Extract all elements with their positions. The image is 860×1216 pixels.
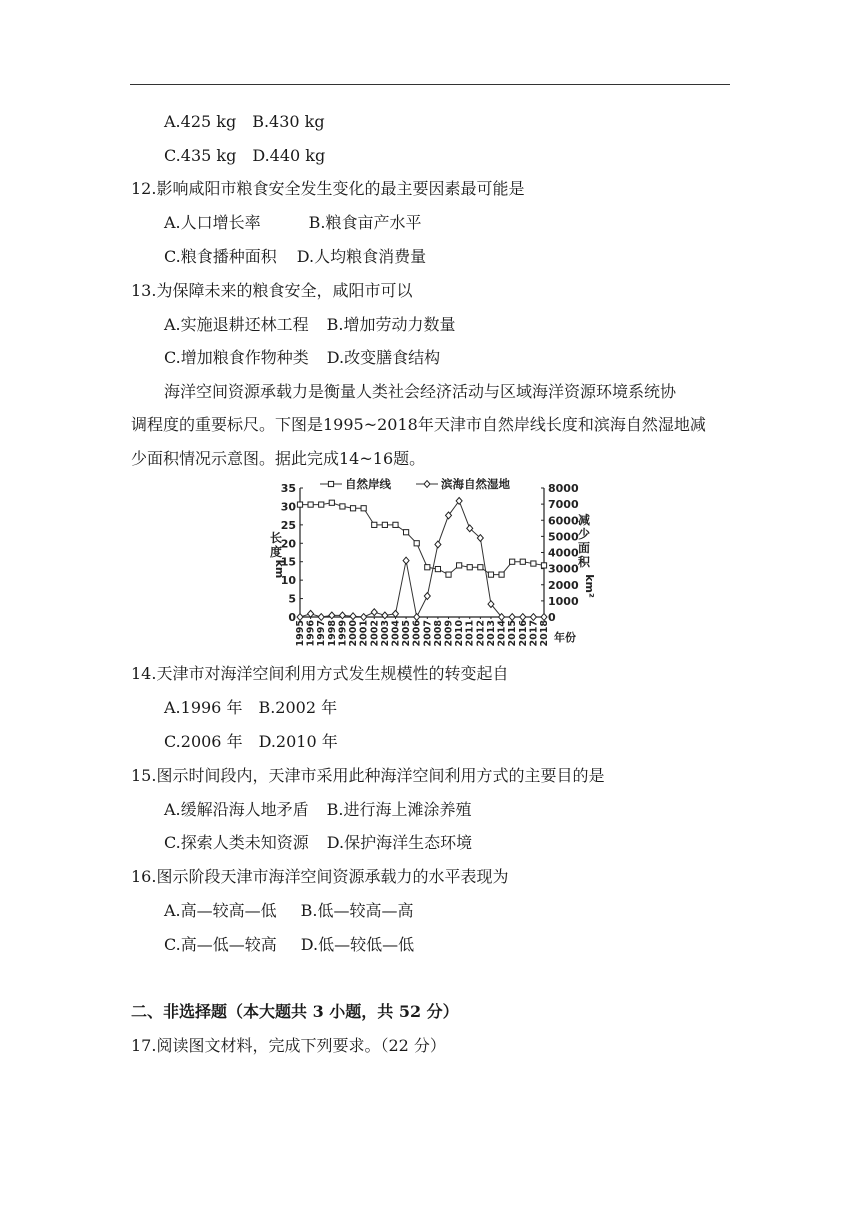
wetland-point (382, 612, 388, 619)
q17-stem: 17.阅读图文材料，完成下列要求。（22 分） (131, 1036, 446, 1055)
x-tick-label: 1999 (337, 620, 349, 647)
shoreline-point (446, 572, 451, 577)
q12-stem: 12.影响咸阳市粮食安全发生变化的最主要因素最可能是 (131, 179, 525, 198)
wetland-point (530, 614, 536, 621)
wetland-point (424, 593, 430, 600)
shoreline-point (425, 565, 430, 570)
q12-option-d[interactable]: D.人均粮食消费量 (296, 247, 427, 266)
wetland-point (371, 609, 377, 616)
right-tick-label: 4000 (548, 546, 579, 560)
series-line-1 (300, 501, 544, 617)
right-axis-title-char: 少 (577, 527, 591, 541)
q12-option-c[interactable]: C.粮食播种面积 (164, 247, 277, 266)
q13-options-row-2 (164, 347, 440, 369)
x-tick-label: 2010 (454, 620, 466, 647)
intro-line-3: 少面积情况示意图。据此完成14~16题。 (131, 449, 426, 468)
wetland-point (435, 541, 441, 548)
q12-options-row-1 (164, 212, 422, 234)
right-tick-label: 5000 (548, 530, 579, 544)
shoreline-point (520, 559, 525, 564)
shoreline-point (372, 522, 377, 527)
x-tick-label: 1995 (295, 620, 306, 647)
x-unit-label: 年份 (554, 631, 576, 644)
header-rule (130, 84, 730, 85)
x-tick-label: 2017 (528, 620, 540, 647)
q14-option-b[interactable]: B.2002 年 (258, 698, 338, 717)
shoreline-point (308, 502, 313, 507)
q13-option-c[interactable]: C.增加粮食作物种类 (164, 348, 309, 367)
q16-option-d[interactable]: D.低—较低—低 (300, 935, 415, 954)
shoreline-point (541, 563, 546, 568)
shoreline-point (467, 565, 472, 570)
q12-option-b[interactable]: B.粮食亩产水平 (308, 213, 422, 232)
q12-option-a[interactable]: A.人口增长率 (164, 213, 261, 232)
left-axis-title-char: 长 (269, 531, 283, 545)
right-axis-title-char: 面 (577, 541, 591, 555)
q13-stem: 13.为保障未来的粮食安全，咸阳市可以 (131, 281, 413, 300)
intro-line-2: 调程度的重要标尺。下图是1995~2018年天津市自然岸线长度和滨海自然湿地减 (131, 415, 706, 434)
left-axis-title-char: 度 (269, 545, 283, 559)
left-tick-label: 0 (288, 611, 296, 624)
x-tick-label: 2004 (390, 620, 402, 647)
q11-option-a[interactable]: A.425 kg (164, 112, 237, 131)
shoreline-point (457, 563, 462, 568)
x-tick-label: 2018 (539, 620, 550, 647)
shoreline-point (340, 504, 345, 509)
x-tick-label: 1998 (326, 620, 338, 647)
x-tick-label: 2016 (517, 620, 529, 647)
x-tick-label: 2003 (379, 620, 391, 647)
section-2-heading: 二、非选择题（本大题共 3 小题，共 52 分） (131, 1002, 459, 1021)
left-axis-unit: km (273, 559, 286, 579)
x-tick-label: 2008 (432, 620, 444, 647)
q15-option-c[interactable]: C.探索人类未知资源 (164, 833, 309, 852)
x-tick-label: 2001 (358, 620, 370, 647)
q15-option-d[interactable]: D.保护海洋生态环境 (326, 833, 473, 852)
wetland-point (329, 612, 335, 619)
wetland-point (339, 612, 345, 619)
shoreline-point (488, 572, 493, 577)
q16-options-row-1 (164, 900, 414, 922)
legend-label-0: 自然岸线 (345, 477, 391, 491)
right-tick-label: 1000 (548, 594, 579, 608)
left-tick-label: 15 (280, 555, 296, 569)
x-tick-label: 1997 (316, 620, 328, 647)
left-tick-label: 10 (280, 574, 296, 588)
q14-stem: 14.天津市对海洋空间利用方式发生规模性的转变起自 (131, 664, 509, 683)
shoreline-point (319, 502, 324, 507)
shoreline-point (361, 506, 366, 511)
right-tick-label: 0 (548, 611, 556, 624)
x-tick-label: 2000 (348, 620, 360, 647)
q14-options-row-1 (164, 697, 337, 719)
wetland-point (318, 614, 324, 621)
q14-options-row-2 (164, 731, 338, 753)
q11-options-row-1 (164, 111, 325, 133)
x-tick-label: 2011 (464, 620, 476, 647)
q15-stem: 15.图示时间段内，天津市采用此种海洋空间利用方式的主要目的是 (131, 766, 605, 785)
shoreline-point (499, 572, 504, 577)
shoreline-point (531, 561, 536, 566)
q13-option-d[interactable]: D.改变膳食结构 (326, 348, 441, 367)
wetland-point (509, 614, 515, 621)
left-tick-label: 5 (288, 592, 296, 606)
x-tick-label: 2007 (422, 620, 434, 647)
legend-diamond-marker (424, 481, 430, 488)
q13-option-a[interactable]: A.实施退耕还林工程 (164, 315, 309, 334)
x-tick-label: 2009 (443, 620, 455, 647)
right-tick-label: 6000 (548, 514, 579, 528)
q13-option-b[interactable]: B.增加劳动力数量 (326, 315, 456, 334)
x-tick-label: 2006 (411, 620, 423, 647)
x-tick-label: 2013 (485, 620, 497, 647)
x-tick-label: 2012 (475, 620, 487, 647)
shoreline-point (393, 522, 398, 527)
q16-option-a[interactable]: A.高—较高—低 (164, 901, 277, 920)
wetland-point (541, 614, 547, 621)
x-tick-label: 2015 (507, 620, 519, 647)
q15-option-a[interactable]: A.缓解沿海人地矛盾 (164, 800, 309, 819)
right-tick-label: 7000 (548, 498, 579, 512)
legend-square-marker (328, 481, 333, 486)
wetland-point (361, 614, 367, 621)
q15-options-row-2 (164, 832, 472, 854)
x-tick-label: 1996 (305, 620, 317, 647)
wetland-point (520, 614, 526, 621)
right-tick-label: 2000 (548, 578, 579, 592)
wetland-point (350, 613, 356, 620)
q14-option-c[interactable]: C.2006 年 (164, 732, 243, 751)
q11-options-row-2 (164, 145, 325, 167)
legend-label-1: 滨海自然湿地 (441, 477, 510, 491)
shoreline-point (510, 559, 515, 564)
left-tick-label: 30 (280, 500, 296, 514)
q11-option-b[interactable]: B.430 kg (252, 112, 325, 131)
q11-option-c[interactable]: C.435 kg (164, 146, 237, 165)
right-axis-title-char: 积 (577, 555, 591, 569)
right-tick-label: 8000 (548, 482, 579, 495)
q16-option-b[interactable]: B.低—较高—高 (300, 901, 414, 920)
right-tick-label: 3000 (548, 562, 579, 576)
wetland-point (308, 610, 314, 617)
shoreline-point (350, 506, 355, 511)
q15-option-b[interactable]: B.进行海上滩涂养殖 (326, 800, 472, 819)
right-axis-title-char: 减 (577, 513, 591, 527)
wetland-point (392, 610, 398, 617)
shoreline-point (478, 565, 483, 570)
q13-options-row-1 (164, 314, 456, 336)
shoreline-point (403, 530, 408, 535)
wetland-point (414, 614, 420, 621)
intro-line-1: 海洋空间资源承载力是衡量人类社会经济活动与区域海洋资源环境系统协 (164, 382, 677, 401)
shoreline-point (329, 500, 334, 505)
q12-options-row-2 (164, 246, 426, 268)
q11-option-d[interactable]: D.440 kg (252, 146, 326, 165)
shoreline-point (414, 541, 419, 546)
series-line-0 (300, 503, 544, 575)
left-tick-label: 20 (280, 537, 296, 551)
q14-option-a[interactable]: A.1996 年 (164, 698, 243, 717)
wetland-point (297, 614, 303, 621)
right-axis-unit: km² (583, 574, 596, 598)
left-tick-label: 25 (280, 518, 296, 532)
q16-options-row-2 (164, 934, 414, 956)
shoreline-wetland-chart (258, 474, 598, 652)
q16-stem: 16.图示阶段天津市海洋空间资源承载力的水平表现为 (131, 867, 509, 886)
wetland-point (403, 557, 409, 564)
x-tick-label: 2002 (369, 620, 381, 647)
q15-options-row-1 (164, 799, 472, 821)
shoreline-point (297, 502, 302, 507)
shoreline-point (382, 522, 387, 527)
x-tick-label: 2014 (496, 620, 508, 647)
x-tick-label: 2005 (401, 620, 413, 647)
left-tick-label: 35 (280, 482, 296, 495)
shoreline-point (435, 566, 440, 571)
q16-option-c[interactable]: C.高—低—较高 (164, 935, 277, 954)
q14-option-d[interactable]: D.2010 年 (258, 732, 338, 751)
